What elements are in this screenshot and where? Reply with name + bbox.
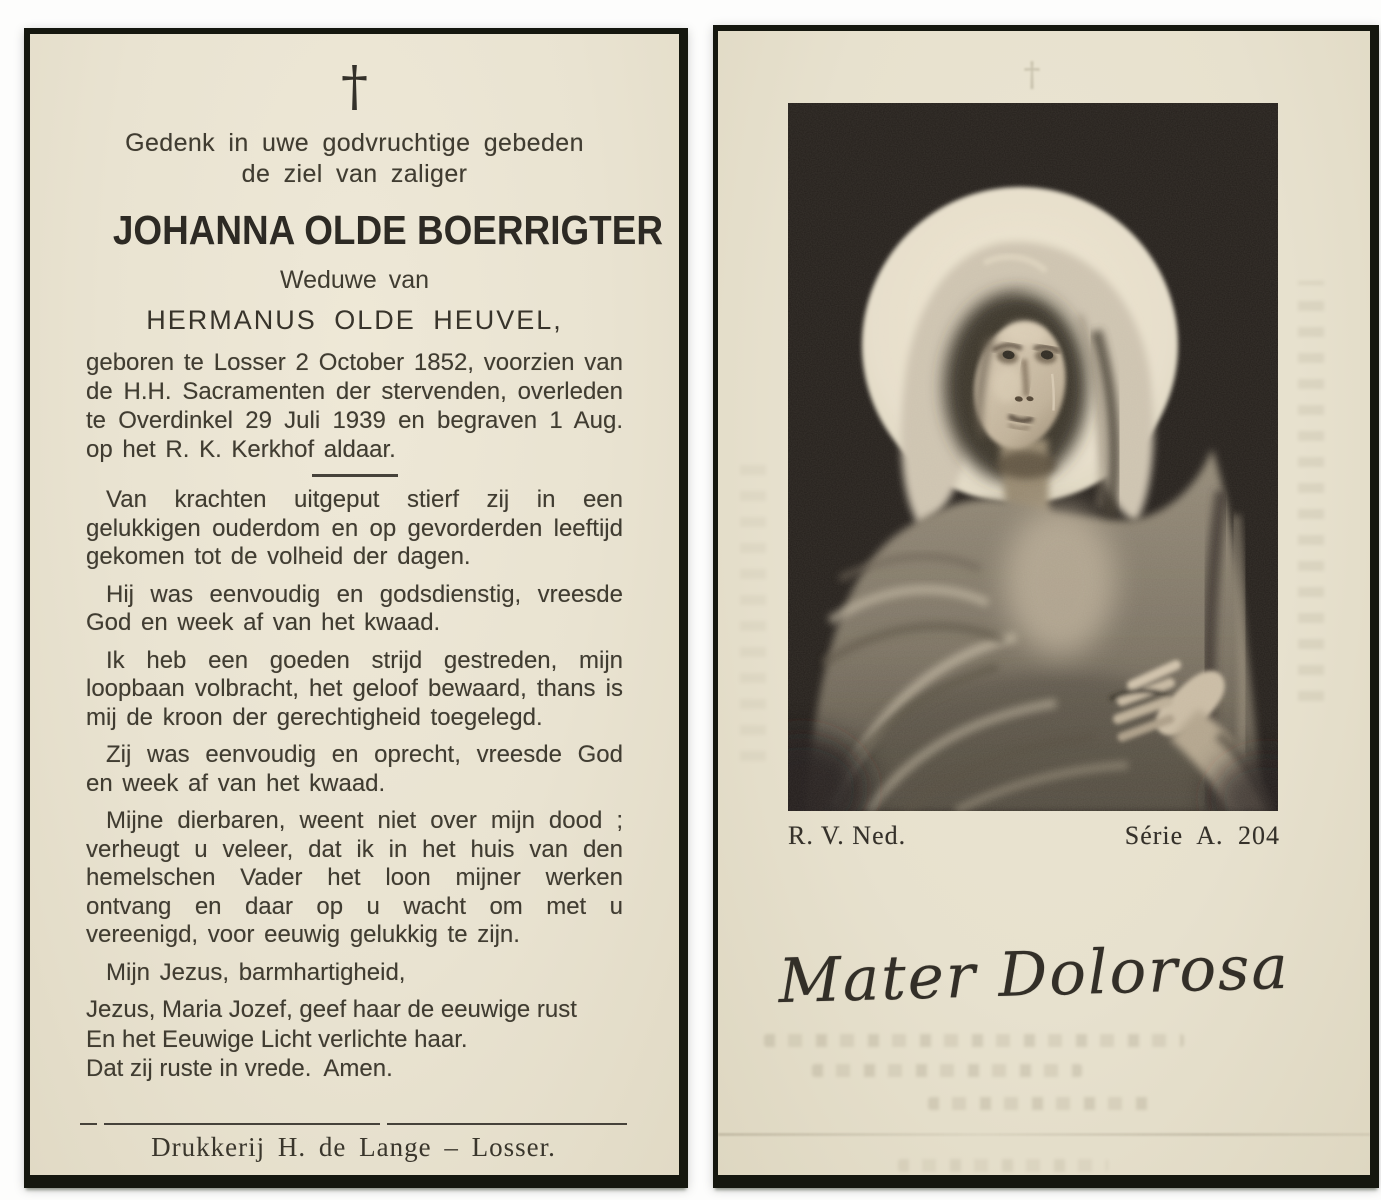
- bleedthrough-text-line: [898, 1159, 1108, 1172]
- memorial-card-text-side: [24, 28, 688, 1188]
- memorial-paragraph: Mijne dierbaren, weent niet over mijn dood ; verheugt u veleer, dat ik in het huis van den hemelschen Vader het loon mijner werken ontvang en daar op u wacht om met u vereenigd, voor eeuwig gelukkig te zijn.: [86, 807, 623, 948]
- memorial-paragraph: Mijn Jezus, barmhartigheid,: [106, 958, 406, 986]
- deceased-name: JOHANNA OLDE BOERRIGTER: [112, 207, 663, 253]
- memorial-paragraph: Van krachten uitgeput stierf zij in een gelukkigen ouderdom en op gevorderden leeftijd gekomen tot de volheid der dagen.: [86, 486, 623, 570]
- mater-dolorosa-illustration: [788, 103, 1278, 811]
- publisher-mark: R. V. Ned.: [788, 821, 907, 850]
- prayer-line: En het Eeuwige Licht verlichte haar.: [86, 1025, 468, 1053]
- paper-crease: [718, 1133, 1370, 1136]
- bleedthrough-text-line: [812, 1064, 1082, 1077]
- prayer-line: Dat zij ruste in vrede. Amen.: [86, 1055, 393, 1082]
- bleedthrough-text-line: [928, 1097, 1158, 1110]
- series-number: Série A. 204: [1124, 821, 1280, 850]
- printer-credit: Drukkerij H. de Lange – Losser.: [151, 1132, 556, 1162]
- image-title-script: Mater Dolorosa: [777, 931, 1291, 1018]
- intro-line-2: de ziel van zaliger: [241, 160, 468, 188]
- memorial-paragraph: Ik heb een goeden strijd gestreden, mijn loopbaan volbracht, het geloof bewaard, thans is mij de kroon der gerechtigheid toegelegd.: [86, 646, 623, 731]
- footer-divider: [80, 1123, 627, 1125]
- printer-block: [80, 1123, 627, 1163]
- spouse-name: HERMANUS OLDE HEUVEL,: [146, 305, 563, 335]
- cross-icon: †: [341, 55, 368, 118]
- memorial-paragraph: Zij was eenvoudig en oprecht, vreesde God en week af van het kwaad.: [86, 741, 623, 797]
- biography-paragraph: geboren te Losser 2 October 1852, voorzien van de H.H. Sacramenten der stervenden, overleden te Overdinkel 29 Juli 1939 en begraven 1 Aug. op het R. K. Kerkhof aldaar.: [86, 349, 623, 463]
- prayer-line: Jezus, Maria Jozef, geef haar de eeuwige rust: [86, 996, 577, 1023]
- mater-dolorosa-image: [788, 103, 1278, 811]
- bleedthrough-text-column: [1298, 281, 1324, 701]
- memorial-paragraph: Hij was eenvoudig en godsdienstig, vreesde God en week af van het kwaad.: [86, 580, 623, 636]
- bleedthrough-text-line: [764, 1034, 1184, 1047]
- bleedthrough-cross-icon: †: [1023, 55, 1041, 95]
- image-caption-row: [788, 821, 1280, 851]
- section-divider: [312, 474, 398, 477]
- bleedthrough-text-column: [740, 461, 766, 761]
- memorial-card-image-side: [713, 25, 1379, 1188]
- intro-line-1: Gedenk in uwe godvruchtige gebeden: [125, 129, 584, 157]
- relation-label: Weduwe van: [279, 266, 430, 294]
